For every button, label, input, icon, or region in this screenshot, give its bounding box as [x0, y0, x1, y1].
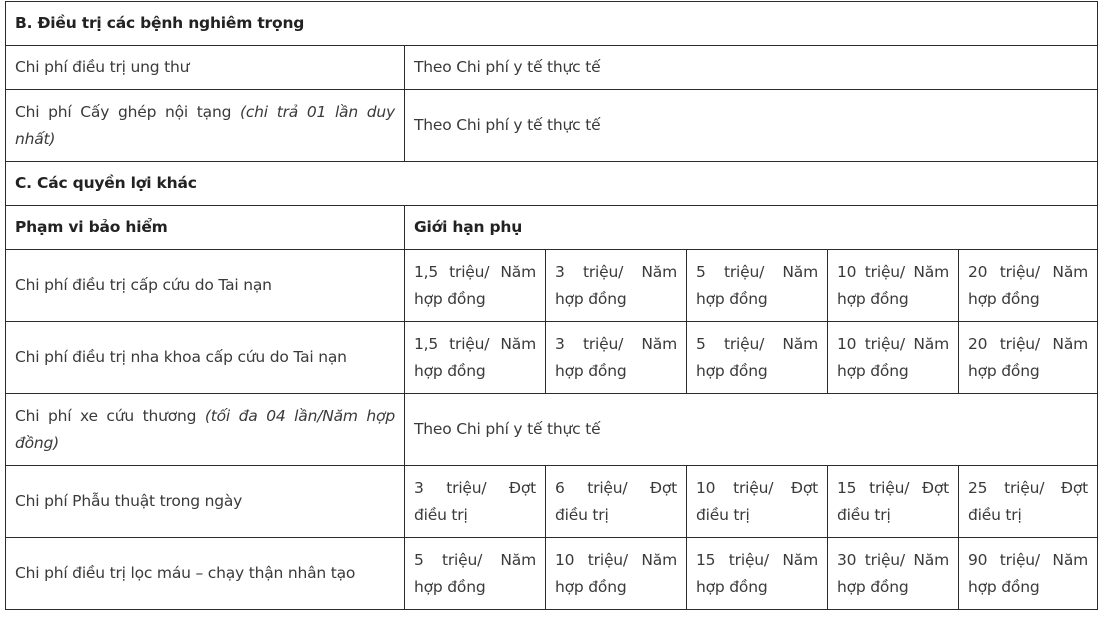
row-label: Chi phí xe cứu thương (tối đa 04 lần/Năm hợp đồng)	[6, 394, 405, 466]
table-row	[6, 538, 1098, 610]
column-header-sublimit: Giới hạn phụ	[405, 206, 1098, 250]
tier-1-value: 3 triệu/ Đợt điều trị	[405, 466, 546, 538]
row-label: Chi phí điều trị ung thư	[6, 46, 405, 90]
row-label: Chi phí điều trị lọc máu – chạy thận nhân tạo	[6, 538, 405, 610]
benefits-table	[5, 1, 1098, 610]
row-label: Chi phí Cấy ghép nội tạng (chi trả 01 lần duy nhất)	[6, 90, 405, 162]
tier-1-value: 1,5 triệu/ Năm hợp đồng	[405, 250, 546, 322]
row-label-note: (tối đa 04 lần/Năm hợp đồng)	[15, 406, 395, 452]
row-label-note: (chi trả 01 lần duy nhất)	[15, 102, 395, 148]
section-b-title-row	[6, 2, 1098, 46]
tier-3-value: 10 triệu/ Đợt điều trị	[687, 466, 828, 538]
section-c-title: C. Các quyền lợi khác	[6, 162, 1098, 206]
column-header-scope: Phạm vi bảo hiểm	[6, 206, 405, 250]
tier-4-value: 10 triệu/ Năm hợp đồng	[828, 250, 959, 322]
tier-3-value: 5 triệu/ Năm hợp đồng	[687, 250, 828, 322]
row-value: Theo Chi phí y tế thực tế	[405, 90, 1098, 162]
row-value: Theo Chi phí y tế thực tế	[405, 394, 1098, 466]
tier-2-value: 3 triệu/ Năm hợp đồng	[546, 322, 687, 394]
table-row	[6, 250, 1098, 322]
tier-4-value: 15 triệu/ Đợt điều trị	[828, 466, 959, 538]
table-row	[6, 46, 1098, 90]
tier-5-value: 20 triệu/ Năm hợp đồng	[959, 322, 1098, 394]
tier-5-value: 20 triệu/ Năm hợp đồng	[959, 250, 1098, 322]
row-label: Chi phí Phẫu thuật trong ngày	[6, 466, 405, 538]
table-row	[6, 394, 1098, 466]
tier-5-value: 25 triệu/ Đợt điều trị	[959, 466, 1098, 538]
tier-2-value: 6 triệu/ Đợt điều trị	[546, 466, 687, 538]
benefits-table-container	[5, 1, 1098, 610]
row-value: Theo Chi phí y tế thực tế	[405, 46, 1098, 90]
row-label: Chi phí điều trị cấp cứu do Tai nạn	[6, 250, 405, 322]
tier-2-value: 10 triệu/ Năm hợp đồng	[546, 538, 687, 610]
section-c-header-row	[6, 206, 1098, 250]
tier-5-value: 90 triệu/ Năm hợp đồng	[959, 538, 1098, 610]
tier-4-value: 30 triệu/ Năm hợp đồng	[828, 538, 959, 610]
table-row	[6, 90, 1098, 162]
section-b-title: B. Điều trị các bệnh nghiêm trọng	[6, 2, 1098, 46]
table-row	[6, 322, 1098, 394]
section-c-title-row	[6, 162, 1098, 206]
tier-2-value: 3 triệu/ Năm hợp đồng	[546, 250, 687, 322]
tier-1-value: 5 triệu/ Năm hợp đồng	[405, 538, 546, 610]
tier-3-value: 5 triệu/ Năm hợp đồng	[687, 322, 828, 394]
row-label: Chi phí điều trị nha khoa cấp cứu do Tai nạn	[6, 322, 405, 394]
tier-3-value: 15 triệu/ Năm hợp đồng	[687, 538, 828, 610]
tier-1-value: 1,5 triệu/ Năm hợp đồng	[405, 322, 546, 394]
tier-4-value: 10 triệu/ Năm hợp đồng	[828, 322, 959, 394]
table-row	[6, 466, 1098, 538]
